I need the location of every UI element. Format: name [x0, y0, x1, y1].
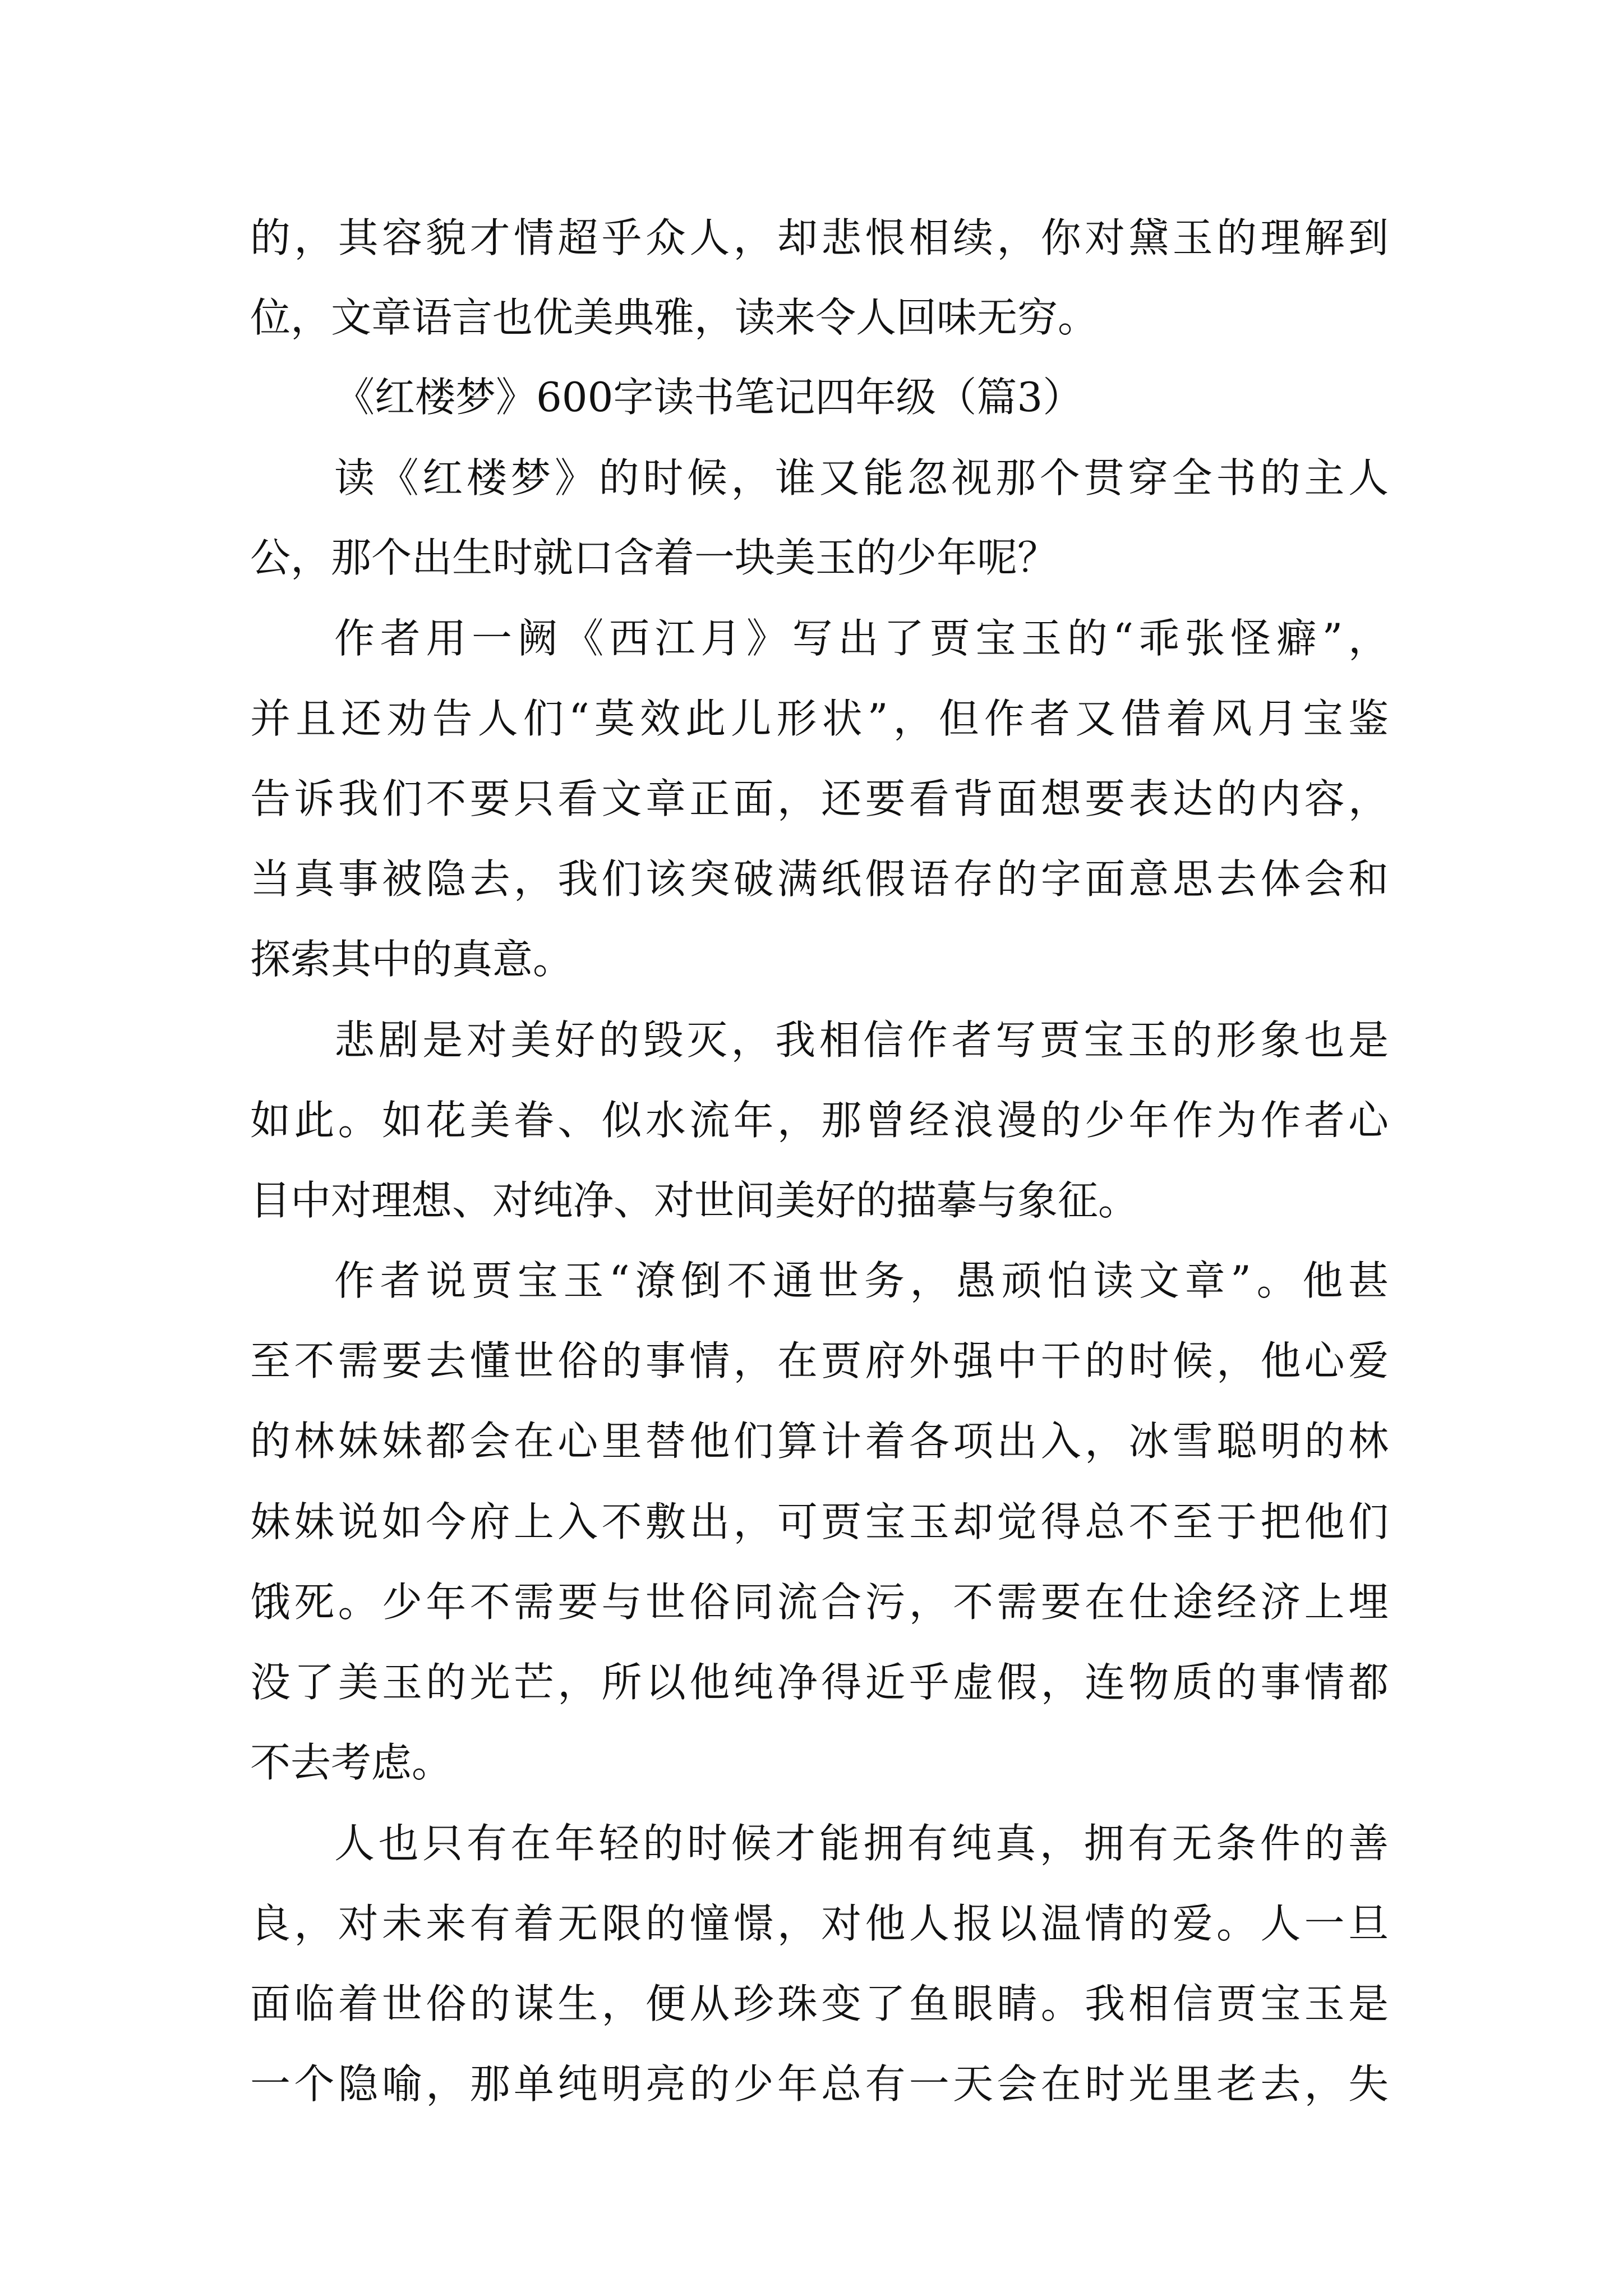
text-line: 不去考虑。 — [250, 1739, 453, 1786]
text-line: 的林妹妹都会在心里替他们算计着各项出入，冰雪聪明的林 — [250, 1418, 1389, 1465]
text-line: 告诉我们不要只看文章正面，还要看背面想要表达的内容， — [250, 775, 1389, 822]
text-line: 作者说贾宝玉“潦倒不通世务，愚顽怕读文章”。他甚 — [334, 1257, 1389, 1304]
text-line: 的，其容貌才情超乎众人，却悲恨相续，你对黛玉的理解到 — [250, 214, 1389, 261]
text-line: 读《红楼梦》的时候，谁又能忽视那个贯穿全书的主人 — [334, 454, 1389, 501]
text-line: 良，对未来有着无限的憧憬，对他人报以温情的爱。人一旦 — [250, 1900, 1389, 1947]
text-line: 面临着世俗的谋生，便从珍珠变了鱼眼睛。我相信贾宝玉是 — [250, 1980, 1389, 2027]
text-line: 探索其中的真意。 — [250, 936, 574, 983]
section-heading: 《红楼梦》600字读书笔记四年级（篇3） — [334, 374, 1083, 421]
text-line: 目中对理想、对纯净、对世间美好的描摹与象征。 — [250, 1177, 1139, 1224]
text-line: 饿死。少年不需要与世俗同流合污，不需要在仕途经济上埋 — [250, 1579, 1389, 1626]
text-line: 一个隐喻，那单纯明亮的少年总有一天会在时光里老去，失 — [250, 2060, 1389, 2108]
text-line: 悲剧是对美好的毁灭，我相信作者写贾宝玉的形象也是 — [334, 1016, 1389, 1064]
text-line: 公，那个出生时就口含着一块美玉的少年呢？ — [250, 534, 1058, 581]
text-line: 如此。如花美眷、似水流年，那曾经浪漫的少年作为作者心 — [250, 1097, 1389, 1144]
text-line: 并且还劝告人们“莫效此儿形状”，但作者又借着风月宝鉴 — [250, 695, 1389, 742]
text-line: 作者用一阙《西江月》写出了贾宝玉的“乖张怪癖”， — [334, 615, 1389, 662]
text-line: 人也只有在年轻的时候才能拥有纯真，拥有无条件的善 — [334, 1820, 1389, 1867]
text-line: 没了美玉的光芒，所以他纯净得近乎虚假，连物质的事情都 — [250, 1659, 1389, 1706]
text-line: 妹妹说如今府上入不敷出，可贾宝玉却觉得总不至于把他们 — [250, 1498, 1389, 1545]
text-line: 位，文章语言也优美典雅，读来令人回味无穷。 — [250, 294, 1099, 341]
text-line: 至不需要去懂世俗的事情，在贾府外强中干的时候，他心爱 — [250, 1337, 1389, 1384]
text-line: 当真事被隐去，我们该突破满纸假语存的字面意思去体会和 — [250, 855, 1389, 903]
